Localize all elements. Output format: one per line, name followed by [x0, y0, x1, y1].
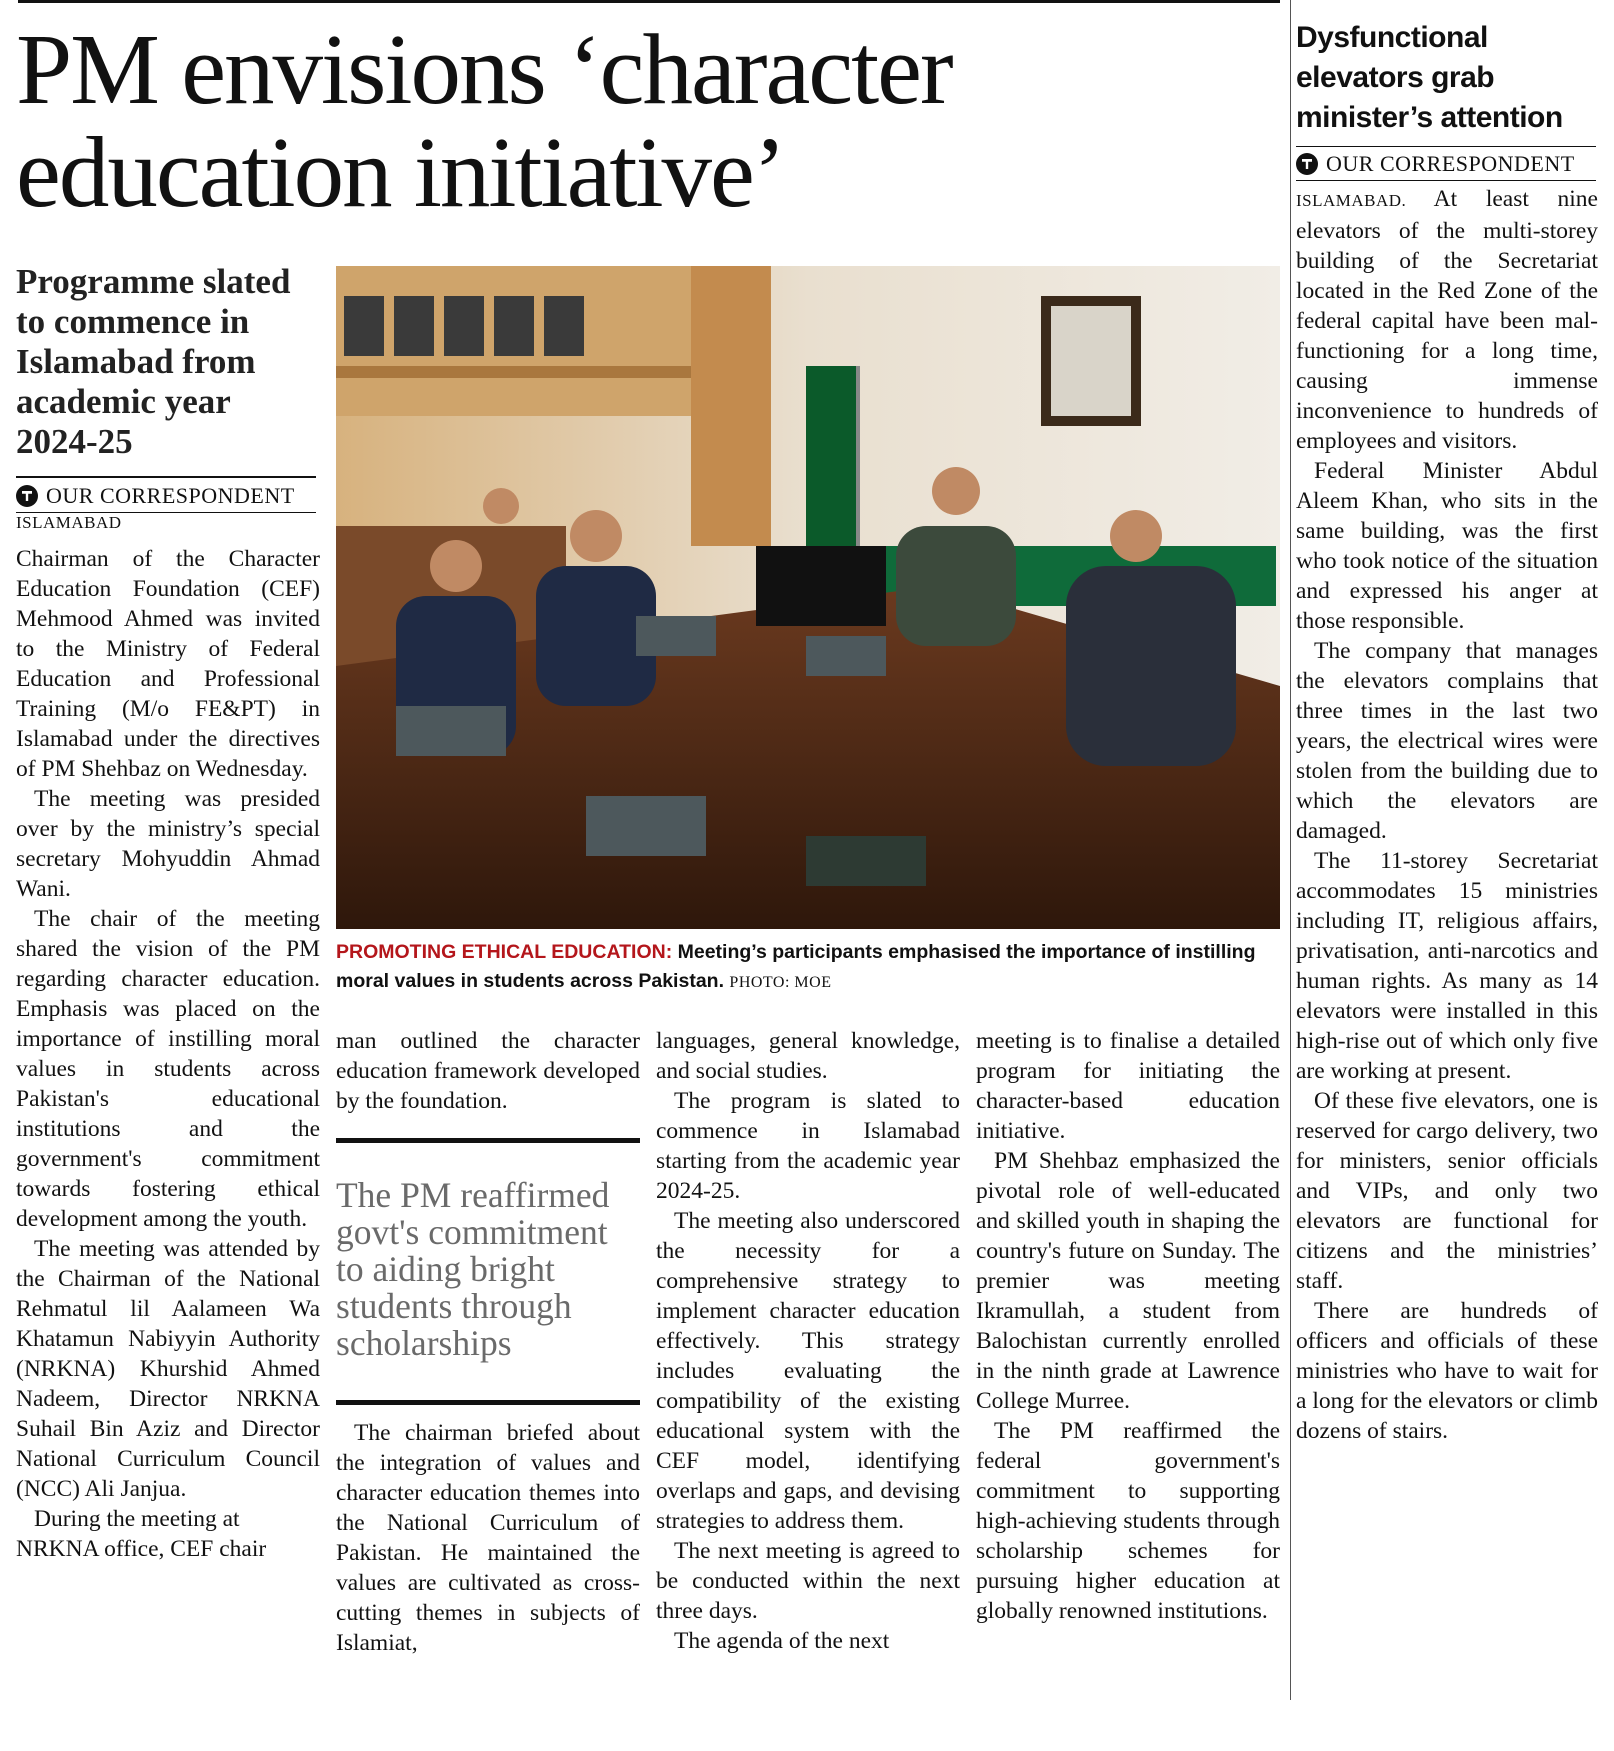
side-story-body	[1296, 184, 1598, 1446]
paragraph: meeting is to finalise a detailed program for initiating the character-based education initiative.	[976, 1028, 1280, 1144]
side-byline-text: OUR CORRESPONDENT	[1326, 151, 1575, 176]
tribune-logo-icon	[16, 485, 38, 507]
paragraph: The next meeting is agreed to be conducted within the next three days.	[656, 1538, 960, 1624]
paragraph: Of these five elevators, one is reserved for cargo delivery, two for ministers, senior officials and VIPs, and only two elevators are functional for citizens and the ministries’ staff.	[1296, 1088, 1598, 1294]
pull-quote-text: The PM reaffirmed govt's commitment to aiding bright students through scholarships	[336, 1175, 610, 1363]
paragraph: During the meeting at NRKNA office, CEF chair	[16, 1506, 267, 1562]
paragraph: The agenda of the next	[674, 1628, 890, 1654]
paragraph: There are hundreds of officers and officials of these ministries who have to wait for a long for the elevators or climb dozens of stairs.	[1296, 1298, 1598, 1444]
meeting-photo	[336, 266, 1280, 929]
paragraph: The meeting also underscored the necessity for a comprehensive strategy to implement character education effectively. This strategy includes evaluating the compatibility of the existing educational system with the CEF model, identifying overlaps and gaps, and devising strategies to address them.	[656, 1208, 960, 1534]
main-dateline: ISLAMABAD	[16, 513, 122, 532]
top-rule	[18, 0, 1280, 3]
side-byline	[1296, 146, 1596, 181]
main-column-2-top	[336, 1026, 640, 1116]
main-column-1	[16, 544, 320, 1564]
main-byline	[16, 476, 316, 513]
paragraph: The meeting was presided over by the ministry’s special secretary Mohyuddin Ahmad Wani.	[16, 786, 320, 902]
main-column-4	[976, 1026, 1280, 1626]
paragraph: The 11-storey Secretariat accommodates 15 ministries including IT, religious affairs, privatisation, anti-narcotics and human rights. As many as 14 elevators were installed in this high-rise out of which only five are working at present.	[1296, 848, 1598, 1084]
paragraph: The chairman briefed about the integration of values and character education themes into the National Curriculum of Pakistan. He maintained the values are cultivated as cross-cutting themes in subjects of Islamiat,	[336, 1420, 640, 1656]
main-headline: PM envisions ‘character education initiative’	[16, 13, 952, 228]
photo-credit: PHOTO: MOE	[729, 974, 832, 991]
paragraph: Federal Minister Abdul Aleem Khan, who sits in the same building, was the first who took notice of the situation and expressed his anger at those responsible.	[1296, 458, 1598, 634]
caption-text: Meeting’s participants emphasised the importance of instilling moral values in students across Pakistan.	[336, 941, 1256, 992]
paragraph: man outlined the character education framework developed by the foundation.	[336, 1028, 640, 1114]
main-byline-text: OUR CORRESPONDENT	[46, 483, 295, 508]
paragraph: languages, general knowledge, and social studies.	[656, 1028, 960, 1084]
side-lead: At least nine elevators of the multi-storey building of the Secretariat located in the Red Zone of the federal capital have been malfunctioning for a long time, causing immense inconvenience to hundreds of employees and visitors.	[1296, 186, 1598, 454]
paragraph: Chairman of the Character Education Foundation (CEF) Mehmood Ahmed was invited to the Ministry of Federal Education and Professional Training (M/o FE&PT) in Islamabad under the directives of PM Shehbaz on Wednesday.	[16, 546, 320, 782]
paragraph: The program is slated to commence in Islamabad starting from the academic year 2024-25.	[656, 1088, 960, 1204]
paragraph: The chair of the meeting shared the vision of the PM regarding character education. Emphasis was placed on the importance of instilling moral values in students across Pakistan's educational institutions and the government's commitment towards fostering ethical development among the youth.	[16, 906, 320, 1232]
main-column-2-bottom	[336, 1418, 640, 1658]
column-divider	[1290, 0, 1291, 1700]
side-dateline: ISLAMABAD.	[1296, 191, 1407, 210]
paragraph	[1296, 184, 1598, 456]
meeting-photo-illustration	[336, 266, 1280, 929]
paragraph: The company that manages the elevators complains that three times in the last two years, the electrical wires were stolen from the building due to which the elevators are damaged.	[1296, 638, 1598, 844]
caption-kicker: PROMOTING ETHICAL EDUCATION:	[336, 941, 673, 963]
tribune-logo-icon	[1296, 153, 1318, 175]
paragraph: The PM reaffirmed the federal government's commitment to supporting high-achieving students through scholarship schemes for pursuing higher education at globally renowned institutions.	[976, 1418, 1280, 1624]
pull-quote	[336, 1138, 640, 1405]
photo-caption	[336, 938, 1280, 997]
main-column-3	[656, 1026, 960, 1656]
main-subhead: Programme slated to commence in Islamabad from academic year 2024-25	[16, 262, 291, 461]
paragraph: PM Shehbaz emphasized the pivotal role of well-educated and skilled youth in shaping the country's future on Sunday. The premier was meeting Ikramullah, a student from Balochistan currently enrolled in the ninth grade at Lawrence College Murree.	[976, 1148, 1280, 1414]
paragraph: The meeting was attended by the Chairman of the National Rehmatul lil Aalameen Wa Khatamun Nabiyyin Authority (NRKNA) Khurshid Ahmed Nadeem, Director NRKNA Suhail Bin Aziz and Director National Curriculum Council (NCC) Ali Janjua.	[16, 1236, 320, 1502]
side-headline: Dysfunctional elevators grab minister’s attention	[1296, 21, 1563, 134]
